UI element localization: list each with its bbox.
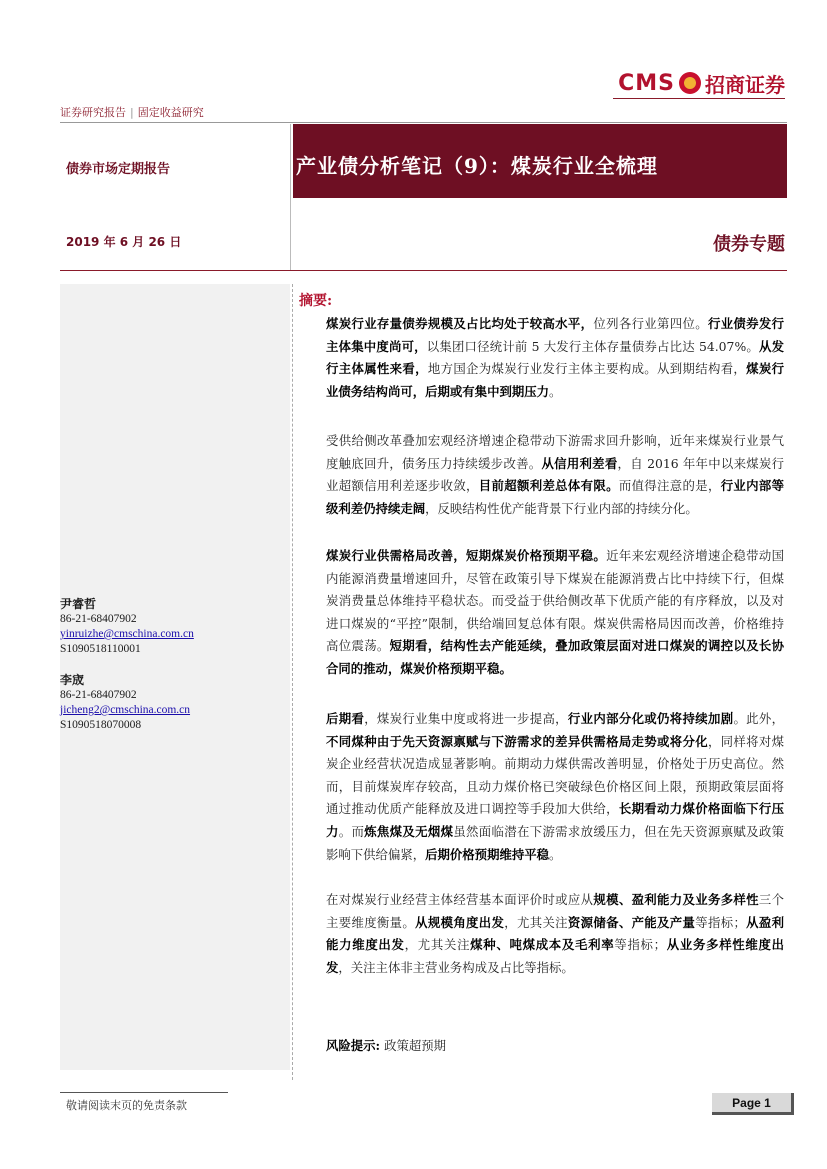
emphasis-text: 后期价格预期维持平稳 [425, 846, 550, 862]
analyst-card [60, 597, 194, 657]
risk-note [326, 1036, 446, 1054]
body-text: ，自 2016 年年中以来煤炭行业超额信用利差逐步收敛， [326, 455, 784, 494]
analyst-phone: 86-21-68407902 [60, 613, 137, 625]
emphasis-text: 煤炭行业债务结构尚可，后期或有集中到期压力 [326, 361, 785, 399]
risk-label: 风险提示: [326, 1038, 381, 1053]
body-text: ，同样将对煤炭企业经营状况造成显著影响。前期动力煤供需改善明显，价格处于历史高位。然而，目前煤炭库存较高，且动力煤价格已突破绿色价格区间上限，预期政策层面将通过推动优质产能释放及进口调控等手段加大供给， [326, 733, 785, 817]
emphasis-text: 行业内部分化或仍将持续加剧 [567, 711, 734, 726]
page-title: 产业债分析笔记（9）：煤炭行业全梳理 [296, 154, 658, 178]
body-text: 等指标； [695, 914, 746, 930]
body-text: 。 [549, 383, 562, 399]
sidebar-dashed-divider [292, 284, 293, 1080]
breadcrumb-separator: | [130, 106, 134, 119]
emphasis-text: 从信用利差看 [541, 455, 618, 471]
header-vertical-divider [290, 124, 291, 198]
emphasis-text: 煤炭行业供需格局改善，短期煤炭价格预期平稳。 [326, 548, 607, 563]
header-divider [60, 122, 787, 123]
breadcrumb [60, 104, 204, 120]
body-text: ，反映结构性优产能背景下行业内部的持续分化。 [425, 500, 698, 516]
emphasis-text: 资源储备、产能及产量 [567, 914, 696, 930]
footer-divider [60, 1092, 228, 1093]
emphasis-text: 目前超额利差总体有限。 [478, 478, 619, 494]
breadcrumb-item-fixed-income: 固定收益研究 [137, 106, 204, 119]
body-text: 以集团口径统计前 5 大发行主体存量债券占比达 54.07%。 [426, 338, 760, 354]
summary-paragraph [326, 545, 784, 681]
emphasis-text: 规模、盈利能力及业务多样性 [593, 892, 759, 907]
summary-paragraph [326, 708, 784, 866]
body-text: 。 [549, 846, 562, 862]
section-divider [60, 270, 787, 271]
emphasis-text: 煤种、吨煤成本及毛利率 [470, 937, 615, 953]
cms-logo [618, 66, 785, 100]
risk-text: 政策超预期 [384, 1038, 447, 1053]
emphasis-text: 短期看，结构性去产能延续，叠加政策层面对进口煤炭的调控以及长协合同的推动，煤炭价格预期平稳。 [326, 638, 785, 676]
body-text: 。此外， [733, 711, 785, 726]
date-vertical-divider [290, 198, 291, 270]
analyst-email-link[interactable]: yinruizhe@cmschina.com.cn [60, 628, 194, 640]
emphasis-text: 从发行主体属性来看， [326, 338, 785, 377]
logo-chinese: 招商证券 [705, 72, 785, 97]
body-text: ，尤其关注 [504, 914, 568, 930]
emphasis-text: 煤炭行业存量债券规模及占比均处于较高水平， [326, 316, 594, 331]
analyst-name: 尹睿哲 [60, 597, 97, 611]
analyst-email-link[interactable]: jicheng2@cmschina.com.cn [60, 704, 191, 716]
breadcrumb-item-research: 证券研究报告 [60, 106, 126, 119]
analyst-license: S1090518070008 [60, 719, 142, 731]
analyst-phone: 86-21-68407902 [60, 689, 137, 701]
analyst-license: S1090518110001 [60, 643, 141, 655]
body-text: 。而 [338, 823, 365, 839]
summary-paragraph [326, 430, 784, 520]
body-text: 近年来宏观经济增速企稳带动国内能源消费量增速回升，尽管在政策引导下煤炭在能源消费占比中持续下行，但煤炭消费量总体维持平稳状态。而受益于供给侧改革下优质产能的有序释放，以及对进口煤炭的“平控”限制，供给端回复总体有限。煤炭供需格局因而改善，价格维持高位震荡。 [326, 548, 785, 654]
body-text: ，尤其关注 [404, 937, 471, 953]
disclaimer-note: 敬请阅读末页的免责条款 [66, 1099, 187, 1112]
emphasis-text: 从业务多样性维度出发 [326, 937, 785, 975]
logo-underline [613, 98, 785, 99]
emphasis-text: 行业债券发行主体集中度尚可， [326, 316, 785, 354]
emphasis-text: 不同煤种由于先天资源禀赋与下游需求的差异供需格局走势或将分化 [326, 733, 708, 749]
report-date: 2019 年 6 月 26 日 [66, 235, 182, 249]
summary-paragraph [326, 889, 784, 979]
summary-paragraph [326, 313, 784, 403]
emphasis-text: 炼焦煤及无烟煤 [364, 823, 454, 839]
body-text: ，煤炭行业集中度或将进一步提高， [364, 711, 568, 726]
summary-heading: 摘要: [299, 293, 333, 309]
emphasis-text: 从盈利能力维度出发 [326, 914, 785, 953]
logo-latin: CMS [618, 70, 675, 96]
body-text: ，关注主体非主营业务构成及占比等指标。 [338, 959, 574, 975]
emphasis-text: 从规模角度出发 [415, 914, 505, 930]
body-text: 而值得注意的是， [618, 478, 721, 494]
emphasis-text: 后期看 [326, 711, 365, 726]
page-number: Page 1 [712, 1093, 794, 1115]
emphasis-text: 行业内部等级利差仍持续走阔 [326, 478, 785, 516]
body-text: 地方国企为煤炭行业发行主体主要构成。从到期结构看， [427, 361, 747, 377]
report-type: 债券市场定期报告 [66, 162, 171, 177]
analyst-name: 李宬 [60, 673, 85, 687]
emphasis-text: 长期看动力煤价格面临下行压力 [326, 801, 785, 839]
body-text: 在对煤炭行业经营主体经营基本面评价时或应从 [326, 892, 594, 907]
body-text: 受供给侧改革叠加宏观经济增速企稳带动下游需求回升影响，近年来煤炭行业景气度触底回升，债务压力持续缓步改善。 [326, 433, 784, 471]
logo-emblem-icon [679, 72, 701, 94]
analyst-card [60, 673, 190, 733]
body-text: 虽然面临潜在下游需求放缓压力，但在先天资源禀赋及政策影响下供给偏紧， [326, 823, 785, 862]
body-text: 位列各行业第四位。 [593, 316, 708, 331]
body-text: 等指标； [614, 937, 667, 953]
body-text: 三个主要维度衡量。 [326, 892, 785, 930]
report-topic: 债券专题 [713, 234, 785, 255]
